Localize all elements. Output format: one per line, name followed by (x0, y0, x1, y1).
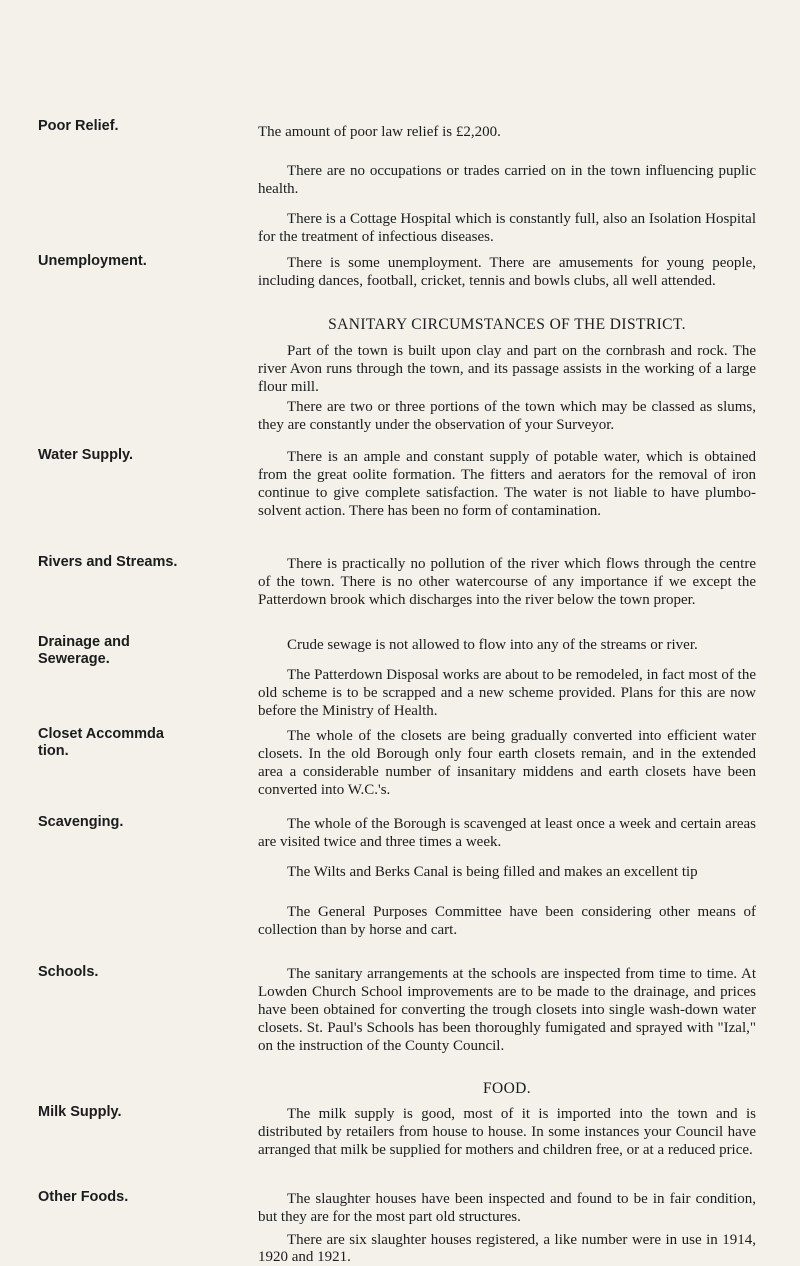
paragraph-unemployment: There is some unemployment. There are amusements for young people, including dances, football, cricket, tennis and bowls clubs, all well attended. (258, 255, 756, 289)
paragraph-occupations: There are no occupations or trades carried on in the town influencing puplic health. (258, 163, 756, 197)
paragraph-registered-slaughter-houses: There are six slaughter houses registered, a like number were in use in 1914, 1920 and 1921. (258, 1232, 756, 1265)
sidenote-schools: Schools. (38, 964, 99, 980)
sidenote-other-foods: Other Foods. (38, 1189, 129, 1205)
paragraph-slaughter-houses: The slaughter houses have been inspected and found to be in fair condition, but they are for the most part old structures. (258, 1191, 756, 1225)
paragraph-poor-relief: The amount of poor law relief is £2,200. (258, 124, 501, 140)
heading-food: FOOD. (482, 1080, 532, 1097)
sidenote-rivers-streams: Rivers and Streams. (38, 554, 178, 570)
paragraph-disposal-works: The Patterdown Disposal works are about to be remodeled, in fact most of the old scheme is to be scrapped and a new scheme provided. Plans for this are now before the Ministry of Health. (258, 667, 756, 719)
paragraph-milk-supply: The milk supply is good, most of it is imported into the town and is distributed by retailers from house to house. In some instances your Council have arranged that milk be supplied for mothers and children free, or at a reduced price. (258, 1106, 756, 1158)
sidenote-poor-relief: Poor Relief. (38, 118, 119, 134)
paragraph-hospital: There is a Cottage Hospital which is constantly full, also an Isolation Hospital for the treatment of infectious diseases. (258, 211, 756, 245)
heading-sanitary-circumstances: SANITARY CIRCUMSTANCES OF THE DISTRICT. (328, 316, 686, 333)
paragraph-general-purposes: The General Purposes Committee have been considering other means of collection than by horse and cart. (258, 904, 756, 938)
sidenote-scavenging: Scavenging. (38, 814, 124, 830)
sidenote-milk-supply: Milk Supply. (38, 1104, 122, 1120)
paragraph-water-supply: There is an ample and constant supply of potable water, which is obtained from the great oolite formation. The fitters and aerators for the removal of iron continue to give complete satisfaction. The water is not liable to have plumbo-solvent action. There has been no form of contamination. (258, 449, 756, 519)
sidenote-water-supply: Water Supply. (38, 447, 134, 463)
paragraph-rivers: There is practically no pollution of the river which flows through the centre of the town. There is no other watercourse of any importance if we except the Patterdown brook which discharges into the river below the town proper. (258, 556, 756, 608)
paragraph-closets: The whole of the closets are being gradually converted into efficient water closets. In the old Borough only four earth closets remain, and in the extended area a considerable number of insanitary middens and earth closets have been converted into W.C.'s. (258, 728, 756, 798)
sidenote-drainage: Drainage and Sewerage. (38, 634, 130, 667)
sidenote-closet-accommodation: Closet Accommda tion. (38, 726, 164, 759)
paragraph-geology: Part of the town is built upon clay and part on the cornbrash and rock. The river Avon runs through the town, and its passage assists in the working of a large flour mill. (258, 343, 756, 395)
paragraph-scavenging: The whole of the Borough is scavenged at least once a week and certain areas are visited twice and three times a week. (258, 816, 756, 850)
paragraph-schools: The sanitary arrangements at the schools are inspected from time to time. At Lowden Church School improvements are to be made to the drainage, and prices have been obtained for converting the trough closets into single wash-down water closets. St. Paul's Schools has been thoroughly fumigated and sprayed with "Izal," on the instruction of the County Council. (258, 966, 756, 1054)
paragraph-slums: There are two or three portions of the town which may be classed as slums, they are constantly under the observation of your Surveyor. (258, 399, 756, 433)
sidenote-unemployment: Unemployment. (38, 253, 147, 269)
paragraph-crude-sewage: Crude sewage is not allowed to flow into any of the streams or river. (287, 637, 698, 653)
paragraph-canal: The Wilts and Berks Canal is being filled and makes an excellent tip (287, 864, 698, 880)
